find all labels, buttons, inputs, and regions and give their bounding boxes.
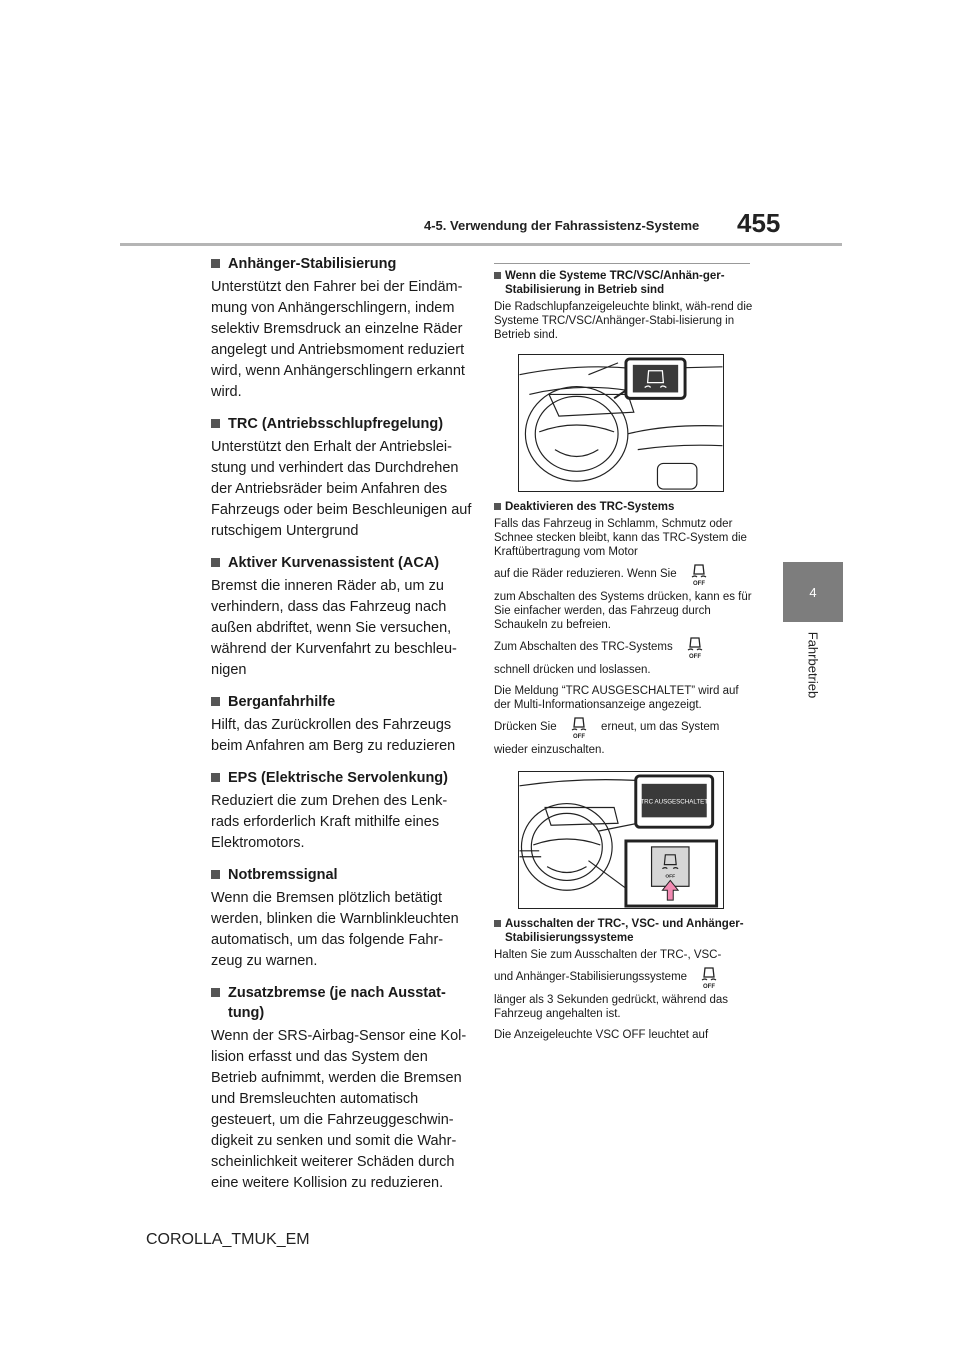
feature-hill-start	[211, 692, 473, 757]
note-deactivate-trc	[494, 500, 756, 757]
feature-text: Hilft, das Zurückrollen des Fahrzeugs beim Anfahren am Berg zu reduzieren	[211, 717, 456, 754]
feature-heading: EPS (Elektrische Servolenkung)	[211, 768, 473, 788]
note-text-with-icon	[494, 561, 756, 587]
page-number: 455	[737, 208, 781, 238]
icon-off-label: OFF	[692, 580, 705, 586]
note-text: Die Meldung “TRC AUSGESCHALTET” wird auf der Multi-Informationsanzeige angezeigt.	[494, 685, 739, 711]
feature-trailer-stability	[211, 254, 473, 403]
note-systems-active	[494, 269, 756, 342]
note-text: Halten Sie zum Ausschalten der TRC-, VSC-	[494, 949, 722, 961]
feature-heading	[211, 983, 473, 1023]
note-heading: Wenn die Systeme TRC/VSC/Anhän-ger-Stabilisierung in Betrieb sind	[494, 269, 756, 297]
feature-secondary-brake	[211, 983, 473, 1194]
note-text: Die Radschlupfanzeigeleuchte blinkt, wäh-rend die Systeme TRC/VSC/Anhänger-Stabi-lisierung in Betrieb sind.	[494, 301, 753, 341]
feature-heading: Aktiver Kurvenassistent (ACA)	[211, 553, 473, 573]
trc-off-button-icon	[698, 965, 720, 989]
footer-document-code: COROLLA_TMUK_EM	[146, 1231, 310, 1248]
chapter-tab	[783, 562, 843, 622]
section-header-title: 4-5. Verwendung der Fahrassistenz-Systeme	[424, 218, 700, 233]
chapter-number: 4	[809, 584, 817, 600]
trc-off-button-icon	[568, 715, 590, 739]
note-text: Zum Abschalten des TRC-Systems	[494, 641, 673, 653]
trc-off-button-icon	[688, 562, 710, 586]
feature-heading: TRC (Antriebsschlupfregelung)	[211, 414, 473, 434]
note-text: wieder einzuschalten.	[494, 744, 605, 756]
note-text: Drücken Sie	[494, 721, 557, 733]
feature-text: Bremst die inneren Räder ab, um zu verhindern, dass das Fahrzeug nach außen abdriftet, wenn Sie versuchen, während der Kurvenfahrt zu beschleu-nigen	[211, 578, 457, 678]
note-text: zum Abschalten des Systems drücken, kann es für Sie einfacher werden, das Fahrzeug durch Schaukeln zu befreien.	[494, 591, 752, 631]
chapter-label-text: Fahrbetrieb	[805, 631, 821, 699]
note-heading: Deaktivieren des TRC-Systems	[494, 500, 756, 514]
feature-heading: Berganfahrhilfe	[211, 692, 473, 712]
note-text: Die Anzeigeleuchte VSC OFF leuchtet auf	[494, 1029, 709, 1041]
chapter-label	[806, 630, 820, 700]
note-text: und Anhänger-Stabilisierungssysteme	[494, 971, 688, 983]
feature-text: Wenn der SRS-Airbag-Sensor eine Kol-lision erfasst und das System den Betrieb aufnimmt, werden die Bremsen und Bremsleuchten automatisch gesteuert, um die Fahrzeuggeschwin-digkeit zu senken und somit die Wahr-scheinlichkeit weiterer Schäden durch eine weitere Kollision zu reduzieren.	[211, 1028, 467, 1191]
note-heading: Ausschalten der TRC-, VSC- und Anhänger-Stabilisierungssysteme	[494, 917, 756, 945]
header-rule	[120, 243, 842, 246]
note-text-with-icon	[494, 964, 756, 990]
note-text: erneut, um das System	[601, 721, 720, 733]
dashboard-slip-indicator-illustration	[518, 354, 724, 492]
feature-aca	[211, 553, 473, 681]
feature-text: Wenn die Bremsen plötzlich betätigt werden, blinken die Warnblinkleuchten automatisch, um das folgende Fahr-zeug zu warnen.	[211, 890, 459, 969]
feature-heading: Anhänger-Stabilisierung	[211, 254, 473, 274]
note-text-with-icon	[494, 634, 756, 660]
icon-off-label: OFF	[703, 983, 716, 989]
icon-off-label: OFF	[665, 874, 676, 880]
feature-text: Unterstützt den Erhalt der Antriebslei-stung und verhindert das Durchdrehen der Antriebsräder beim Anfahren des Fahrzeugs oder beim Beschleunigen auf rutschigem Untergrund	[211, 439, 472, 539]
feature-emergency-brake-signal	[211, 865, 473, 972]
right-column-rule	[494, 263, 750, 264]
trc-off-display-message: TRC AUSGESCHALTET	[640, 798, 709, 806]
note-text: schnell drücken und loslassen.	[494, 664, 651, 676]
icon-off-label: OFF	[688, 653, 701, 659]
icon-off-label: OFF	[572, 733, 585, 739]
feature-trc	[211, 414, 473, 542]
trc-off-button-icon	[684, 635, 706, 659]
note-text: auf die Räder reduzieren. Wenn Sie	[494, 568, 677, 580]
feature-heading: Notbremssignal	[211, 865, 473, 885]
feature-heading-line-1: Zusatzbremse (je nach Ausstat-	[228, 985, 446, 1001]
feature-heading-line-2: tung)	[228, 1005, 265, 1021]
right-column	[494, 263, 756, 1042]
note-switch-off-all-systems	[494, 917, 756, 1042]
dashboard-trc-off-illustration	[518, 771, 724, 909]
left-column	[211, 254, 473, 1205]
note-text: länger als 3 Sekunden gedrückt, während das Fahrzeug angehalten ist.	[494, 994, 728, 1020]
feature-text: Reduziert die zum Drehen des Lenk-rads erforderlich Kraft mithilfe eines Elektromotors.	[211, 793, 448, 851]
note-text: Falls das Fahrzeug in Schlamm, Schmutz oder Schnee stecken bleibt, kann das TRC-System die Kraftübertragung vom Motor	[494, 518, 747, 558]
feature-text: Unterstützt den Fahrer bei der Eindäm-mung von Anhängerschlingern, indem selektiv Bremsdruck an einzelne Räder angelegt und Antriebsmoment reduziert wird, wenn Anhängerschlingern erkannt wird.	[211, 279, 465, 400]
feature-eps	[211, 768, 473, 854]
note-text-with-icon	[494, 714, 756, 740]
